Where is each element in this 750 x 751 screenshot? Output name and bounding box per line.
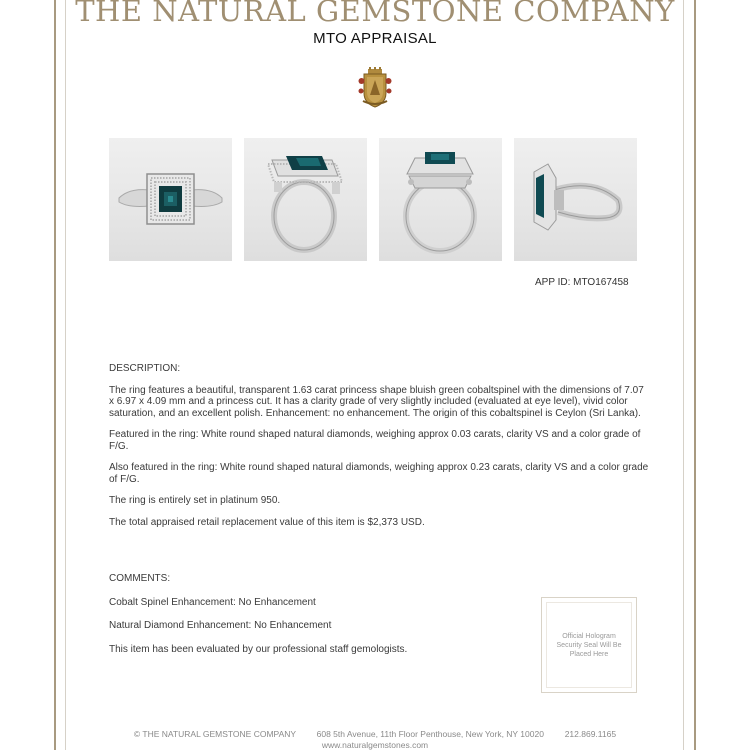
description-paragraph-featured-diamonds: Featured in the ring: White round shaped natural diamonds, weighing approx 0.03 carats, clarity VS and a color grade of F/G.: [109, 429, 641, 452]
description-paragraph-also-featured-diamonds: Also featured in the ring: White round shaped natural diamonds, weighing approx 0.23 carats, clarity VS and a color grade of F/G.: [109, 462, 649, 485]
footer-address: 608 5th Avenue, 11th Floor Penthouse, New York, NY 10020: [316, 729, 544, 739]
description-heading: DESCRIPTION:: [109, 363, 181, 374]
page-border-inner-left: [65, 0, 66, 750]
comments-section: [109, 573, 529, 667]
hologram-seal-placeholder: [541, 597, 637, 693]
comment-spinel-enhancement: Cobalt Spinel Enhancement: No Enhancement: [109, 596, 316, 608]
description-section: [109, 363, 649, 538]
footer-copyright: © THE NATURAL GEMSTONE COMPANY: [133, 729, 296, 739]
description-paragraph-main-stone: The ring features a beautiful, transparent 1.63 carat princess shape bluish green cobaltspinel with the dimensions of 7.07 x 6.97 x 4.09 mm and a princess cut. It has a clarity grade of very slightly included (evaluated at eye level), vivid color saturation, and an excellent polish. Enhancement: no enhancement. The origin of this cobaltspinel is Ceylon (Sri Lanka).: [109, 384, 644, 419]
page-border-inner-right: [683, 0, 684, 750]
ring-photo-angled-view[interactable]: [244, 138, 367, 261]
description-paragraph-metal: The ring is entirely set in platinum 950.: [109, 495, 281, 506]
footer-website-link[interactable]: www.naturalgemstones.com: [321, 740, 429, 750]
comments-heading: COMMENTS:: [109, 573, 171, 584]
ring-photo-side-view[interactable]: [514, 138, 637, 261]
ring-photo-top-view[interactable]: [109, 138, 232, 261]
company-name: THE NATURAL GEMSTONE COMPANY: [75, 0, 675, 28]
ring-photo-front-view[interactable]: [379, 138, 502, 261]
footer-phone: 212.869.1165: [564, 729, 617, 739]
comment-evaluation-note: This item has been evaluated by our professional staff gemologists.: [109, 643, 408, 655]
crest-icon: [358, 67, 392, 109]
footer-contact-line: [0, 729, 750, 740]
ring-photo-gallery: [109, 138, 637, 261]
footer: [0, 729, 750, 751]
document-title: MTO APPRAISAL: [313, 30, 437, 47]
page-border-outer-right: [694, 0, 696, 750]
appraisal-id: APP ID: MTO167458: [535, 277, 629, 288]
description-paragraph-value: The total appraised retail replacement value of this item is $2,373 USD.: [109, 516, 425, 528]
comment-diamond-enhancement: Natural Diamond Enhancement: No Enhancement: [109, 620, 332, 631]
seal-text: Official Hologram Security Seal Will Be Placed Here: [556, 632, 622, 658]
page-border-outer-left: [54, 0, 56, 750]
